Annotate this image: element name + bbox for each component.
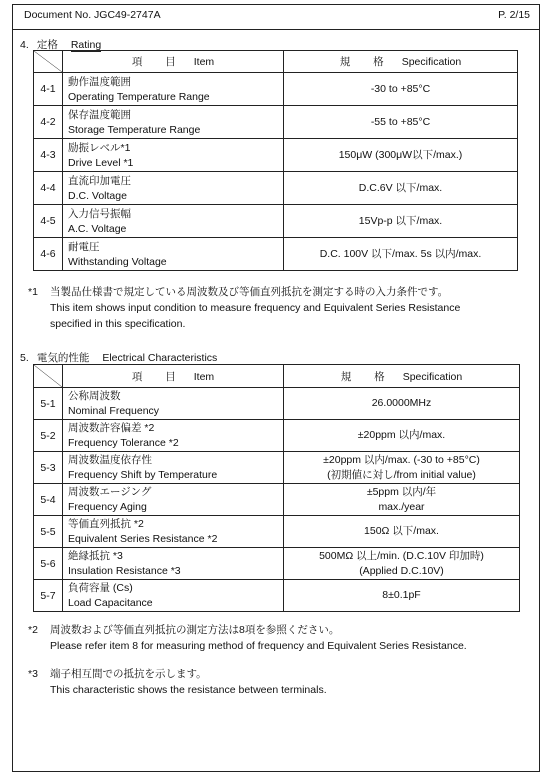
row-number: 4-5 — [34, 205, 63, 238]
specification-cell — [284, 516, 520, 548]
row-number: 5-1 — [34, 388, 63, 420]
table-row — [34, 172, 518, 205]
row-number: 4-2 — [34, 106, 63, 139]
item-name-jp: 入力信号振幅 — [68, 207, 131, 220]
specification-cell — [284, 420, 520, 452]
specification-cell — [284, 106, 518, 139]
item-name-jp: 保存温度範囲 — [68, 108, 131, 121]
item-cell — [63, 139, 284, 172]
table-row — [34, 73, 518, 106]
item-name-en: Equivalent Series Resistance *2 — [68, 533, 218, 545]
item-name-jp: 動作温度範囲 — [68, 75, 131, 88]
item-name-en: Withstanding Voltage — [68, 255, 167, 268]
item-name-jp: 励振レベル*1 — [68, 141, 131, 154]
item-name-en: Storage Temperature Range — [68, 123, 201, 136]
table-row — [34, 548, 520, 580]
item-name-en: Frequency Tolerance *2 — [68, 437, 179, 449]
section-title-jp: 電気的性能 — [36, 352, 90, 364]
row-number: 5-4 — [34, 484, 63, 516]
section-title-en: Electrical Characteristics — [102, 352, 218, 364]
specification-value: ±5ppm 以内/年 — [366, 485, 437, 498]
row-number: 5-3 — [34, 452, 63, 484]
item-cell — [63, 452, 284, 484]
column-header-item: 項 目 Item — [63, 365, 284, 388]
table-row — [34, 388, 520, 420]
item-name-en: A.C. Voltage — [68, 222, 127, 235]
item-name-en: Frequency Shift by Temperature — [68, 469, 218, 481]
specification-value: ±20ppm 以内/max. — [357, 429, 446, 441]
specification-cell — [284, 205, 518, 238]
section-number: 4. — [20, 39, 29, 51]
section-title-electrical — [20, 350, 217, 365]
item-cell — [63, 388, 284, 420]
item-name-en: Operating Temperature Range — [68, 90, 210, 103]
item-cell — [63, 484, 284, 516]
item-name-jp: 直流印加電圧 — [68, 174, 131, 187]
electrical-table — [33, 364, 520, 612]
table-row — [34, 420, 520, 452]
specification-value: (Applied D.C.10V) — [359, 564, 444, 577]
section-title-jp: 定格 — [36, 39, 58, 51]
item-cell — [63, 172, 284, 205]
item-name-en: D.C. Voltage — [68, 189, 127, 202]
specification-value: -55 to +85°C — [370, 115, 431, 128]
specification-value: 500MΩ 以上/min. (D.C.10V 印加時) — [319, 549, 484, 562]
specification-value: 150Ω 以下/max. — [364, 525, 439, 537]
footnote-2-jp: 周波数および等価直列抵抗の測定方法は8項を参照ください。 — [50, 624, 340, 636]
specification-value: 150μW (300μW以下/max.) — [338, 148, 463, 161]
table-row — [34, 484, 520, 516]
footnote-3-jp: 端子相互間での抵抗を示します。 — [50, 668, 207, 680]
item-name-jp: 耐電圧 — [68, 240, 100, 253]
table-corner — [34, 365, 63, 388]
item-cell — [63, 420, 284, 452]
specification-value: ±20ppm 以内/max. (-30 to +85°C) — [323, 453, 480, 466]
item-cell — [63, 106, 284, 139]
specification-value: D.C.6V 以下/max. — [358, 181, 443, 194]
item-cell — [63, 238, 284, 271]
header-divider — [12, 29, 540, 30]
footnote-2: *2 周波数および等価直列抵抗の測定方法は8項を参照ください。 Please refer item 8 for measuring method of frequency and Equivalent Series Resistance. — [28, 622, 528, 656]
item-cell — [63, 205, 284, 238]
item-name-jp: 周波数エージング — [68, 486, 152, 498]
specification-cell — [284, 484, 520, 516]
table-row — [34, 139, 518, 172]
specification-cell — [284, 73, 518, 106]
rating-table — [33, 50, 518, 271]
row-number: 4-1 — [34, 73, 63, 106]
item-name-en: Insulation Resistance *3 — [68, 565, 181, 577]
item-name-en: Load Capacitance — [68, 597, 153, 609]
table-row — [34, 516, 520, 548]
table-corner — [34, 51, 63, 73]
footnote-1-en-line1: This item shows input condition to measure frequency and Equivalent Series Resistance — [50, 302, 461, 314]
item-name-jp: 負荷容量 (Cs) — [68, 582, 133, 594]
row-number: 4-4 — [34, 172, 63, 205]
item-cell — [63, 73, 284, 106]
item-cell — [63, 548, 284, 580]
section-number: 5. — [20, 352, 29, 364]
item-name-jp: 周波数許容偏差 *2 — [68, 422, 155, 434]
table-row — [34, 452, 520, 484]
row-number: 5-7 — [34, 580, 63, 612]
table-row — [34, 580, 520, 612]
column-header-item: 項 目 Item — [63, 51, 284, 73]
item-name-en: Frequency Aging — [68, 501, 147, 513]
row-number: 5-5 — [34, 516, 63, 548]
footnote-3-en: This characteristic shows the resistance between terminals. — [50, 684, 327, 696]
section-title-en: Rating — [70, 39, 102, 51]
row-number: 5-6 — [34, 548, 63, 580]
row-number: 5-2 — [34, 420, 63, 452]
specification-cell — [284, 388, 520, 420]
item-cell — [63, 580, 284, 612]
specification-value: 26.0000MHz — [371, 397, 432, 409]
specification-value: 15Vp-p 以下/max. — [358, 214, 443, 227]
footnote-3: *3 端子相互間での抵抗を示します。 This characteristic shows the resistance between terminals. — [28, 666, 528, 700]
table-row — [34, 106, 518, 139]
specification-cell — [284, 238, 518, 271]
footnote-2-en: Please refer item 8 for measuring method of frequency and Equivalent Series Resistance. — [50, 640, 467, 652]
row-number: 4-6 — [34, 238, 63, 271]
specification-value: D.C. 100V 以下/max. 5s 以内/max. — [319, 247, 482, 260]
specification-value: (初期値に対し/from initial value) — [327, 468, 476, 481]
specification-value: max./year — [378, 500, 425, 513]
specification-cell — [284, 452, 520, 484]
item-name-jp: 絶縁抵抗 *3 — [68, 550, 123, 562]
column-header-specification: 規 格 Specification — [284, 51, 518, 73]
specification-cell — [284, 172, 518, 205]
footnote-1-jp: 当製品仕様書で規定している周波数及び等価直列抵抗を測定する時の入力条件です。 — [50, 286, 449, 298]
footnote-1: *1 当製品仕様書で規定している周波数及び等価直列抵抗を測定する時の入力条件です。 This item shows input condition to measure frequency and Equivalent Series Resistance specified in this specification. — [28, 284, 528, 334]
row-number: 4-3 — [34, 139, 63, 172]
specification-cell — [284, 580, 520, 612]
specification-value: 8±0.1pF — [382, 589, 421, 601]
table-row — [34, 205, 518, 238]
item-name-en: Drive Level *1 — [68, 156, 134, 169]
specification-cell — [284, 548, 520, 580]
specification-cell — [284, 139, 518, 172]
item-name-jp: 公称周波数 — [68, 390, 121, 402]
item-name-jp: 等価直列抵抗 *2 — [68, 518, 144, 530]
item-cell — [63, 516, 284, 548]
item-name-jp: 周波数温度依存性 — [68, 454, 152, 466]
page-number: P. 2/15 — [498, 9, 530, 21]
footnote-1-en-line2: specified in this specification. — [50, 318, 186, 330]
table-row — [34, 238, 518, 271]
document-number: Document No. JGC49-2747A — [24, 9, 161, 21]
specification-value: -30 to +85°C — [370, 82, 431, 95]
column-header-specification: 規 格 Specification — [284, 365, 520, 388]
item-name-en: Nominal Frequency — [68, 405, 160, 417]
